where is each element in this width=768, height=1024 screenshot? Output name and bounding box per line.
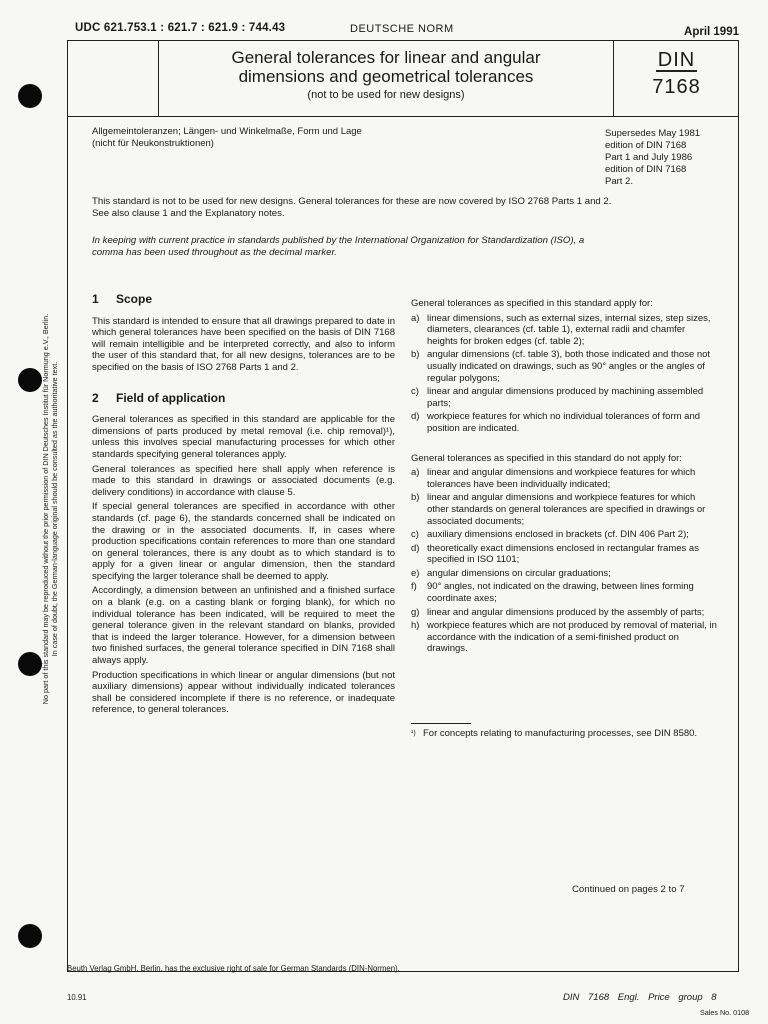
footnote-text: For concepts relating to manufacturing processes, see DIN 8580. bbox=[423, 728, 698, 740]
title-cell bbox=[159, 48, 613, 101]
footnote-marker: ¹) bbox=[411, 730, 416, 738]
issue-date: April 1991 bbox=[684, 26, 739, 38]
supersedes-line: Part 1 and July 1986 bbox=[605, 152, 693, 163]
field-paragraph: General tolerances as specified in this standard are applicable for the dimensions of parts produced by metal removal (i.e. chip removal)¹), unless this involves special manufacturing processes for which other standards specifying general tolerances apply. bbox=[92, 414, 395, 460]
list-text: auxiliary dimensions enclosed in brackets (cf. DIN 406 Part 2); bbox=[427, 529, 689, 541]
list-item bbox=[411, 581, 717, 604]
list-item bbox=[411, 529, 717, 541]
title-block bbox=[67, 40, 739, 117]
list-key: c) bbox=[411, 386, 419, 398]
list-item bbox=[411, 313, 717, 348]
list-text: workpiece features for which no individual tolerances of form and position are indicated. bbox=[427, 411, 701, 434]
field-paragraph: If special general tolerances are specified in accordance with other standards (cf. page 6), the standards concerned shall be indicated on the drawing or in the associated documents. If, in cases where production specifications contain references to more than one standard on general tolerances, there is any doubt as to which standard is to apply for a given linear or angular dimension, then the standard specifying the larger tolerance shall be deemed to apply. bbox=[92, 501, 395, 582]
list-text: linear and angular dimensions and workpiece features for which tolerances have been individually indicated; bbox=[427, 467, 696, 490]
punch-hole-middle bbox=[18, 368, 42, 392]
title-line-1: General tolerances for linear and angular bbox=[231, 48, 541, 67]
list-key: h) bbox=[411, 620, 420, 632]
notice-line-2: See also clause 1 and the Explanatory notes. bbox=[92, 208, 285, 219]
publisher-note: Beuth Verlag GmbH, Berlin, has the exclusive right of sale for German Standards (DIN-Normen). bbox=[67, 964, 400, 973]
list-key: b) bbox=[411, 349, 420, 361]
list-item bbox=[411, 349, 717, 384]
supersedes-line: Part 2. bbox=[605, 176, 633, 187]
list-text: linear and angular dimensions produced by machining assembled parts; bbox=[427, 386, 704, 409]
scope-paragraph: This standard is intended to ensure that all drawings prepared to date in which general tolerances have been specified on the basis of DIN 7168 will remain intelligible and be interpreted correctly, and also to inform the user of this standard that, for all new designs, tolerances are to be specified on the basis of ISO 2768 Parts 1 and 2. bbox=[92, 315, 395, 373]
list-key: e) bbox=[411, 567, 420, 579]
list-key: g) bbox=[411, 606, 420, 618]
list-text: workpiece features which are not produced by removal of material, in accordance with the indication of a semi-finished product on drawings. bbox=[427, 620, 717, 655]
list-key: f) bbox=[411, 581, 417, 593]
section-1-heading bbox=[92, 294, 395, 306]
field-paragraph: General tolerances as specified here shall apply when reference is made to this standard in drawings or associated documents (e.g. delivery conditions) in accordance with clause 5. bbox=[92, 463, 395, 498]
notice-line-1: This standard is not to be used for new designs. General tolerances for these are now covered by ISO 2768 Parts 1 and 2. bbox=[92, 196, 612, 207]
list-text: linear and angular dimensions produced by the assembly of parts; bbox=[427, 606, 705, 618]
punch-hole-top bbox=[18, 84, 42, 108]
list-item bbox=[411, 492, 717, 527]
din-number-cell bbox=[613, 40, 739, 117]
left-column bbox=[92, 294, 395, 719]
print-code: 10.91 bbox=[67, 993, 87, 1002]
list-key: d) bbox=[411, 542, 420, 554]
not-apply-intro: General tolerances as specified in this standard do not apply for: bbox=[411, 452, 682, 464]
list-item bbox=[411, 386, 717, 409]
list-key: c) bbox=[411, 529, 419, 541]
title-line-2: dimensions and geometrical tolerances bbox=[238, 67, 534, 86]
din-number: 7168 bbox=[652, 76, 701, 98]
punch-hole-lower bbox=[18, 652, 42, 676]
spacer bbox=[92, 377, 395, 385]
side-text-line-2: In case of doubt, the German-language original should be consulted as the authoritative text. bbox=[50, 361, 59, 657]
supersedes-line: edition of DIN 7168 bbox=[605, 140, 687, 151]
list-item bbox=[411, 620, 717, 655]
copyright-side-text bbox=[41, 249, 59, 769]
section-number: 1 bbox=[92, 292, 99, 306]
right-column bbox=[411, 298, 717, 740]
field-paragraph: Production specifications in which linear or angular dimensions (but not auxiliary dimensions) appear without individually indicated tolerances shall be considered incomplete if there is no reference, or inadequate reference, to general tolerances. bbox=[92, 669, 395, 716]
list-key: d) bbox=[411, 411, 420, 423]
list-item bbox=[411, 543, 717, 566]
list-item bbox=[411, 467, 717, 490]
list-key: b) bbox=[411, 492, 420, 504]
sales-number: Sales No. 0108 bbox=[700, 1008, 750, 1017]
list-text: theoretically exact dimensions enclosed in rectangular frames as specified in ISO 1101; bbox=[427, 542, 699, 566]
footnote bbox=[411, 728, 717, 740]
new-designs-notice bbox=[92, 196, 732, 220]
field-paragraph: Accordingly, a dimension between an unfinished and a finished surface on a blank (e.g. on a casting blank or forging blank), for which no individual tolerance has been indicated, will be required to meet the general tolerance given in the relevant standard on blanks, provided that is indeed the larger tolerance. However, for a dimension between two finished surfaces, the general tolerance specified in DIN 7168 shall always apply. bbox=[92, 585, 395, 667]
list-item bbox=[411, 411, 717, 434]
udc-code: UDC 621.753.1 : 621.7 : 621.9 : 744.43 bbox=[75, 22, 286, 34]
continued-note: Continued on pages 2 to 7 bbox=[572, 884, 685, 895]
title-block-left-cell bbox=[67, 40, 159, 117]
list-key: a) bbox=[411, 312, 420, 324]
german-title-line-1: Allgemeintoleranzen; Längen- und Winkelmaße, Form und Lage bbox=[92, 126, 362, 137]
side-text-line-1: No part of this standard may be reproduced without the prior permission of DIN Deutsches Institut für Normung e.V., Berlin. bbox=[41, 313, 50, 705]
footnote-rule bbox=[411, 723, 471, 724]
german-title bbox=[92, 126, 512, 150]
din-logo-text: DIN bbox=[657, 49, 696, 71]
list-item bbox=[411, 607, 717, 619]
section-title: Scope bbox=[116, 292, 153, 306]
list-text: 90° angles, not indicated on the drawing, between lines forming coordinate axes; bbox=[427, 581, 694, 605]
list-item bbox=[411, 568, 717, 580]
punch-hole-bottom bbox=[18, 924, 42, 948]
list-text: linear dimensions, such as external sizes, internal sizes, step sizes, diameters, clearances (cf. table 1), external radii and chamfer heights for broken edges (cf. table 2); bbox=[427, 312, 711, 347]
norm-label: DEUTSCHE NORM bbox=[350, 23, 454, 35]
list-text: angular dimensions (cf. table 3), both those indicated and those not usually indicated on drawings, such as 90° angles or the angles of regular polygons; bbox=[427, 349, 711, 384]
spacer bbox=[411, 445, 717, 453]
section-number: 2 bbox=[92, 390, 99, 405]
decimal-marker-note bbox=[92, 235, 732, 259]
supersedes-line: Supersedes May 1981 bbox=[605, 128, 701, 139]
section-title: Field of application bbox=[116, 390, 226, 405]
italic-note-line-2: comma has been used throughout as the decimal marker. bbox=[92, 247, 337, 258]
german-title-line-2: (nicht für Neukonstruktionen) bbox=[92, 138, 214, 149]
apply-intro: General tolerances as specified in this standard apply for: bbox=[411, 298, 653, 309]
list-text: linear and angular dimensions and workpiece features for which other standards on general tolerances are specified in drawings or associated documents; bbox=[427, 492, 706, 527]
list-key: a) bbox=[411, 467, 420, 479]
price-group: DIN 7168 Engl. Price group 8 bbox=[563, 992, 717, 1003]
list-text: angular dimensions on circular graduations; bbox=[427, 567, 611, 579]
supersedes-note bbox=[605, 128, 725, 188]
spacer bbox=[411, 437, 717, 445]
subtitle: (not to be used for new designs) bbox=[307, 89, 465, 101]
supersedes-line: edition of DIN 7168 bbox=[605, 164, 687, 175]
section-2-heading bbox=[92, 390, 395, 405]
italic-note-line-1: In keeping with current practice in standards published by the International Organization for Standardization (ISO), a bbox=[92, 235, 585, 246]
